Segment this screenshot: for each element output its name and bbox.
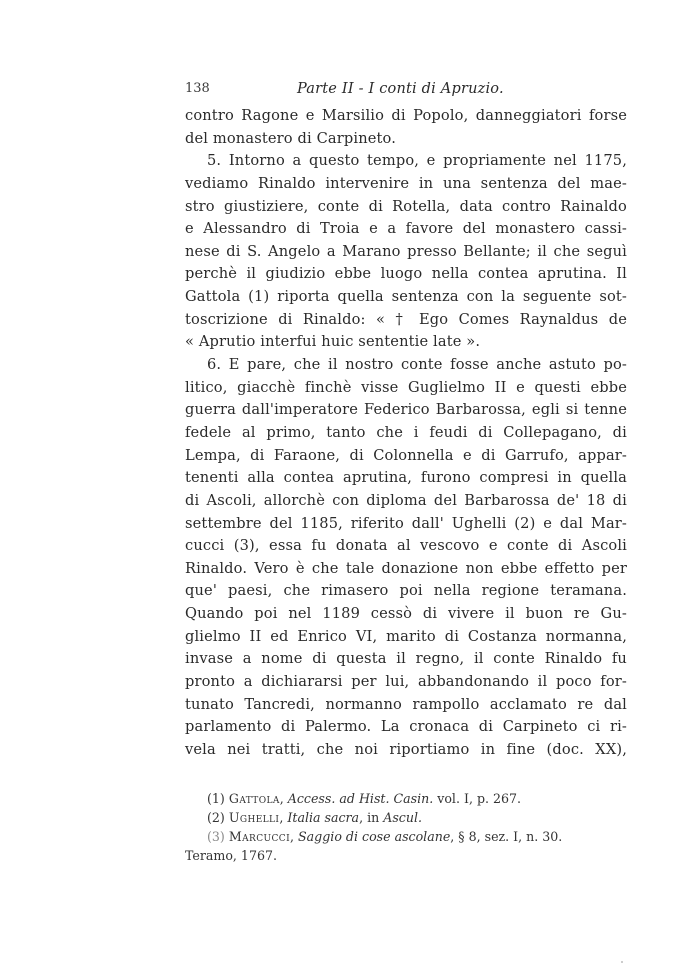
footnote-3-continuation: Teramo, 1767.: [185, 847, 277, 863]
text-line: « Aprutio interfui huic sententie late ».: [185, 333, 481, 351]
text-line: invase a nome di questa il regno, il conte Rinaldo fu: [185, 650, 627, 668]
scan-speck: [621, 961, 623, 963]
text-line: Lempa, di Faraone, di Colonnella e di Garrufo, appar-: [185, 446, 627, 464]
footnote-marker: (2): [207, 809, 225, 825]
text-line: fedele al primo, tanto che i feudi di Collepagano, di: [185, 423, 627, 441]
footnote-author: Ughelli: [228, 809, 280, 825]
text-line: vediamo Rinaldo intervenire in una sentenza del mae-: [185, 174, 627, 192]
running-head: [185, 78, 627, 100]
paragraph-6-start: 6. E pare, che il nostro conte fosse anche astuto po-: [207, 356, 627, 374]
text-line: perchè il giudizio ebbe luogo nella contea aprutina. Il: [185, 265, 627, 283]
book-page: [185, 78, 627, 865]
footnote-rest: , § 8, sez. I, n. 30.: [450, 828, 563, 844]
footnote-title: Italia sacra: [287, 809, 360, 825]
footnote-2: (2) Ughelli, Italia sacra, in Ascul.: [207, 809, 422, 825]
text-line: tenenti alla contea aprutina, furono compresi in quella: [185, 469, 627, 487]
text-line: que' paesi, che rimasero poi nella regione teramana.: [185, 582, 627, 600]
text-line: del monastero di Carpineto.: [185, 129, 397, 147]
text-line: parlamento di Palermo. La cronaca di Carpineto ci ri-: [185, 718, 627, 736]
footnote-rest: vol. I, p. 267.: [433, 790, 522, 806]
footnotes: [185, 789, 627, 865]
body-text: [185, 105, 627, 762]
text-line: stro giustiziere, conte di Rotella, data contro Rainaldo: [185, 197, 627, 215]
footnote-title-2: Ascul.: [383, 809, 422, 825]
text-line: glielmo II ed Enrico VI, marito di Costanza normanna,: [185, 627, 627, 645]
footnote-title: Saggio di cose ascolane: [298, 828, 451, 844]
text-line: guerra dall'imperatore Federico Barbarossa, egli si tenne: [185, 401, 627, 419]
text-line: settembre del 1185, riferito dall' Ughelli (2) e dal Mar-: [185, 514, 627, 532]
page-number: 138: [185, 81, 210, 96]
text-line: Rinaldo. Vero è che tale donazione non ebbe effetto per: [185, 559, 627, 577]
text-line: tunato Tancredi, normanno rampollo acclamato re dal: [185, 695, 627, 713]
text-line: litico, giacchè finchè visse Guglielmo II e questi ebbe: [185, 378, 627, 396]
running-title: Parte II - I conti di Apruzio.: [297, 81, 504, 97]
text-line: Gattola (1) riporta quella sentenza con la seguente sot-: [185, 288, 627, 306]
paragraph-5-start: 5. Intorno a questo tempo, e propriamente nel 1175,: [207, 152, 627, 170]
text-line: pronto a dichiararsi per lui, abbandonando il poco for-: [185, 673, 627, 691]
footnote-author: Marcucci: [228, 828, 291, 844]
text-line: vela nei tratti, che noi riportiamo in fine (doc. XX),: [185, 740, 627, 758]
text-line: di Ascoli, allorchè con diploma del Barbarossa de' 18 di: [185, 491, 627, 509]
footnote-author: Gattola: [228, 790, 280, 806]
text-line: toscrizione di Rinaldo: « † Ego Comes Raynaldus de: [185, 310, 627, 328]
text-line: nese di S. Angelo a Marano presso Bellante; il che seguì: [185, 242, 627, 260]
text-line: contro Ragone e Marsilio di Popolo, danneggiatori forse: [185, 107, 627, 124]
footnote-marker: (1): [207, 790, 225, 806]
footnote-marker: (3): [207, 828, 225, 844]
text-line: e Alessandro di Troia e a favore del monastero cassi-: [185, 220, 627, 238]
text-line: Quando poi nel 1189 cessò di vivere il buon re Gu-: [185, 605, 627, 623]
footnote-1: (1) Gattola, Access. ad Hist. Casin. vol. I, p. 267.: [207, 790, 522, 806]
footnote-rest: , in: [359, 809, 384, 825]
text-line: cucci (3), essa fu donata al vescovo e conte di Ascoli: [185, 537, 627, 555]
footnote-3: (3) Marcucci, Saggio di cose ascolane, § 8, sez. I, n. 30.: [207, 828, 563, 844]
footnote-title: Access. ad Hist. Casin.: [287, 790, 434, 806]
